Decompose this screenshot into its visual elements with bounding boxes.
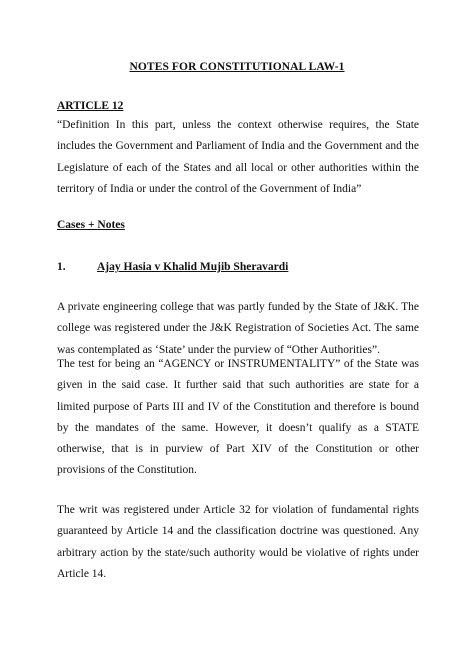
document-title: NOTES FOR CONSTITUTIONAL LAW-1 xyxy=(129,61,345,73)
case-test-paragraph: The test for being an “AGENCY or INSTRUMENTALITY” of the State was given in the said case. It further said that such authorities are state for a limited purpose of Parts III and IV of the Constitution and therefore is bound by the mandates of the same. However, it doesn’t qualify as a STATE otherwise, that is in purview of Part XIV of the Constitution or other provisions of the Constitution. xyxy=(57,358,419,477)
case-facts-paragraph: A private engineering college that was partly funded by the State of J&K. The college was registered under the J&K Registration of Societies Act. The same was contemplated as ‘State’ under the purview of “Other Authorities”. xyxy=(57,301,419,356)
article-definition: “Definition In this part, unless the context otherwise requires, the State includes the Government and Parliament of India and the Government and the Legislature of each of the States and all local or other authorities within the territory of India or under the control of the Government of India” xyxy=(57,119,419,195)
cases-heading: Cases + Notes xyxy=(57,219,125,231)
case-heading xyxy=(57,261,288,273)
case-writ-paragraph: The writ was registered under Article 32 for violation of fundamental rights guaranteed by Article 14 and the classification doctrine was questioned. Any arbitrary action by the state/such authority would be violative of rights under Article 14. xyxy=(57,504,419,580)
article-heading: ARTICLE 12 xyxy=(57,100,124,112)
case-number: 1. xyxy=(57,261,66,273)
case-name: Ajay Hasia v Khalid Mujib Sheravardi xyxy=(97,261,289,273)
